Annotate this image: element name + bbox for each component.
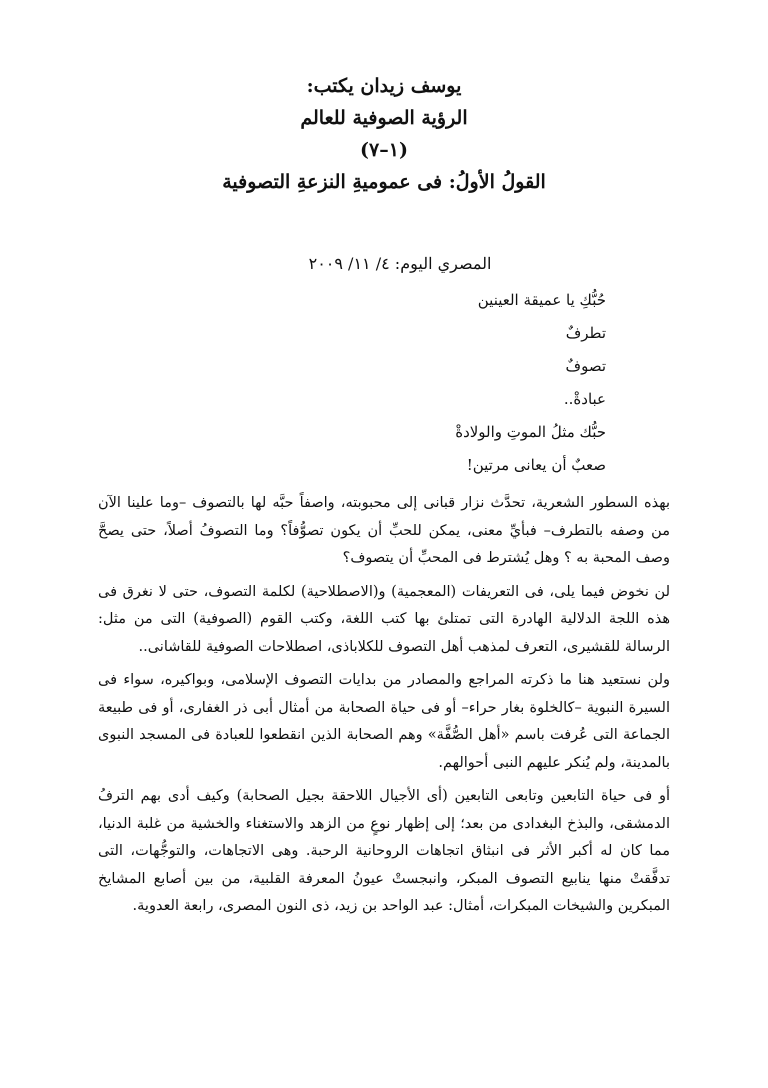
poem-line: تصوفٌ [565,357,606,375]
paragraph: لن نخوض فيما يلى، فى التعريفات (المعجمية) و(الاصطلاحية) لكلمة التصوف، حتى لا نغرق فى هذه اللجة الدلالية الهادرة التى تمتلئ بها كتب اللغة، وكتب القوم (الصوفية) التى من مثل: الرسالة للقشيرى، التعرف لمذهب أهل التصوف للكلاباذى، اصطلاحات الصوفية للقاشانى.. [98,583,670,655]
poem-excerpt [186,284,606,482]
poem-line: تطرفٌ [565,324,606,342]
poem-line: عبادةْ.. [563,390,606,408]
poem-line: حُبُّكِ يا عميقة العينين [477,291,606,309]
article-body [98,490,670,927]
paragraph: ولن نستعيد هنا ما ذكرته المراجع والمصادر من بدايات التصوف الإسلامى، وبواكيره، سواء فى السيرة النبوية –كالخلوة بغار حراء– أو فى حياة الصحابة من أمثال أبى ذر الغفارى، أو فى طبيعة الجماعة التى عُرفت باسم «أهل الصُّفَّة» وهم الصحابة الذين انقطعوا للعبادة فى المسجد النبوى بالمدينة، ولم يُنكر عليهم النبى أحوالهم. [98,672,670,771]
poem-line: حبُّك مثلُ الموتِ والولادةْ [455,423,606,441]
paragraph: بهذه السطور الشعرية، تحدَّث نزار قبانى إلى محبوبته، واصفاً حبَّه لها بالتصوف –وما علينا الآن من وصفه بالتطرف– فبأيِّ معنى، يمكن للحبِّ أن يكون تصوُّفاً؟ وما التصوفُ أصلاً، حتى يصحَّ وصف المحبة به ؟ وهل يُشترط فى المحبِّ أن يتصوف؟ [98,495,670,566]
publication-date: المصري اليوم: ٤/ ١١/ ٢٠٠٩ [308,254,492,273]
article-subtitle: القولُ الأولُ: فى عموميةِ النزعةِ التصوفية [222,171,546,193]
part-number: (١–٧) [360,139,408,161]
article-title: الرؤية الصوفية للعالم [300,107,468,129]
article-header [0,70,768,198]
poem-line: صعبٌ أن يعانى مرتين! [466,456,606,474]
paragraph: أو فى حياة التابعين وتابعى التابعين (أى الأجيال اللاحقة بجيل الصحابة) وكيف أدى بهم الترفُ الدمشقى، والبذخ البغدادى من بعد؛ إلى إظهار نوعٍ من الزهد والاستغناء والخشية من غلبة الدنيا، مما كان له أكبر الأثر فى انبثاق اتجاهات الروحانية الرحبة. وهى الاتجاهات، والتوجُّهات، التى تدفَّقتْ منها ينابيع التصوف المبكر، وانبجستْ عيونُ المعرفة القلبية، من بين أصابع المشايخ المبكرين والشيخات المبكرات، أمثال: عبد الواحد بن زيد، ذى النون المصرى، رابعة العدوية. [98,788,670,914]
author-line: يوسف زيدان يكتب: [306,75,462,97]
